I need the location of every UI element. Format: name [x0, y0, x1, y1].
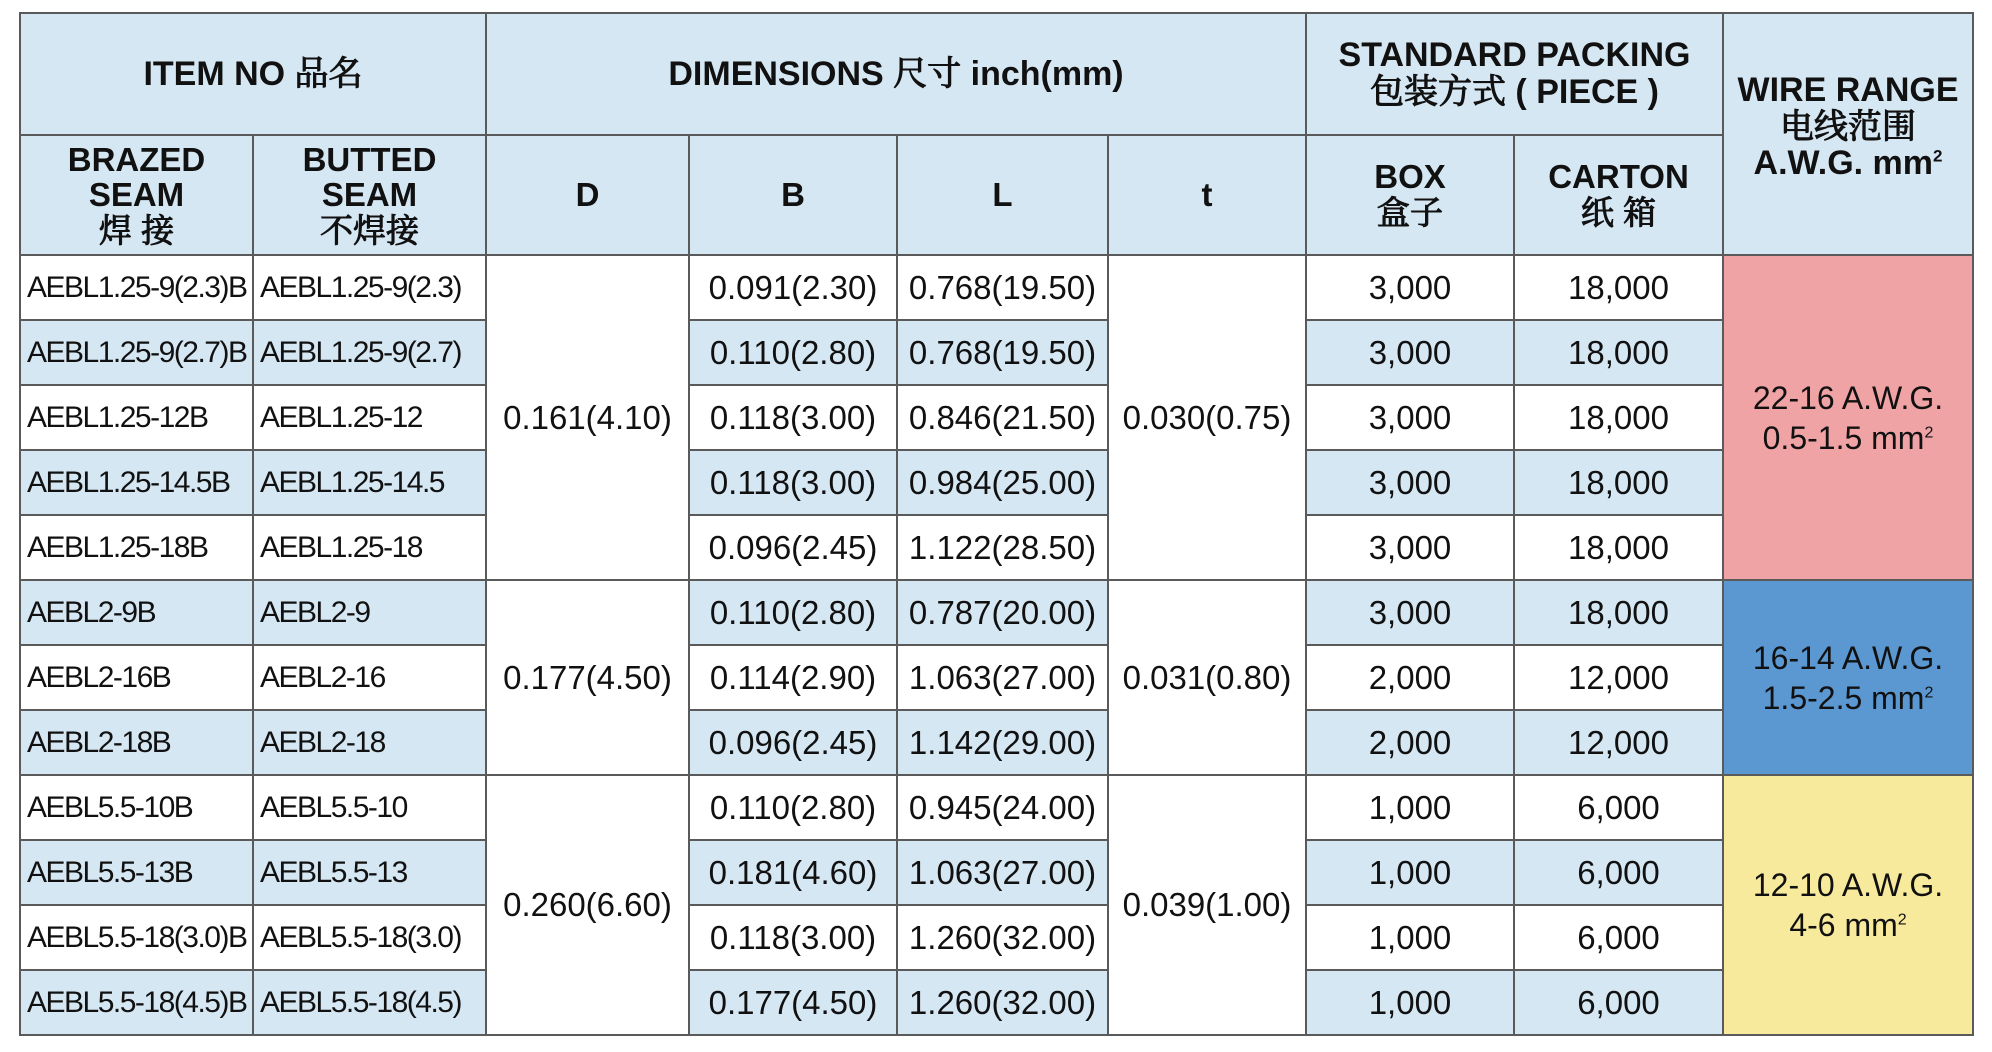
box-qty: 3,000	[1306, 255, 1514, 320]
l-value: 1.063(27.00)	[897, 645, 1108, 710]
l-value: 1.122(28.50)	[897, 515, 1108, 580]
table-row	[20, 905, 1973, 970]
brazed-item: AEBL1.25-14.5B	[20, 450, 253, 515]
butted-item: AEBL2-9	[253, 580, 486, 645]
box-qty: 1,000	[1306, 840, 1514, 905]
wire-awg: 12-10 A.W.G.	[1752, 867, 1944, 903]
wire-awg: 22-16 A.W.G.	[1752, 379, 1944, 416]
wire-sup: 2	[1924, 423, 1934, 441]
header-wire-line3	[1724, 145, 1972, 182]
l-value: 0.768(19.50)	[897, 255, 1108, 320]
header-wire-unit: A.W.G. mm	[1753, 144, 1933, 183]
header-box-line1: BOX	[1374, 158, 1446, 196]
table-row	[20, 580, 1973, 645]
header-brazed-seam	[20, 135, 253, 255]
carton-qty: 6,000	[1514, 905, 1723, 970]
wire-mm: 4-6 mm	[1789, 907, 1898, 943]
header-wire-range	[1723, 13, 1973, 255]
wire-sup: 2	[1924, 683, 1934, 701]
box-qty: 1,000	[1306, 775, 1514, 840]
table-row	[20, 450, 1973, 515]
box-qty: 3,000	[1306, 320, 1514, 385]
box-qty: 2,000	[1306, 710, 1514, 775]
butted-item: AEBL5.5-10	[253, 775, 486, 840]
header-brazed-line2: SEAM	[88, 176, 185, 214]
d-value: 0.260(6.60)	[486, 775, 689, 1035]
box-qty: 3,000	[1306, 450, 1514, 515]
b-value: 0.114(2.90)	[689, 645, 897, 710]
header-packing-line2: 包装方式 ( PIECE )	[1369, 73, 1660, 111]
butted-item: AEBL1.25-14.5	[253, 450, 486, 515]
b-value: 0.177(4.50)	[689, 970, 897, 1035]
carton-qty: 6,000	[1514, 840, 1723, 905]
butted-item: AEBL5.5-18(4.5)	[253, 970, 486, 1035]
wire-mm-line	[1724, 678, 1972, 718]
brazed-item: AEBL5.5-18(3.0)B	[20, 905, 253, 970]
box-qty: 1,000	[1306, 905, 1514, 970]
b-value: 0.118(3.00)	[689, 450, 897, 515]
brazed-item: AEBL2-16B	[20, 645, 253, 710]
carton-qty: 12,000	[1514, 645, 1723, 710]
d-value: 0.177(4.50)	[486, 580, 689, 775]
b-value: 0.118(3.00)	[689, 905, 897, 970]
header-l: L	[897, 135, 1108, 255]
wire-mm-line	[1724, 905, 1972, 945]
l-value: 0.984(25.00)	[897, 450, 1108, 515]
carton-qty: 12,000	[1514, 710, 1723, 775]
wire-mm: 1.5-2.5 mm	[1762, 679, 1925, 716]
brazed-item: AEBL1.25-12B	[20, 385, 253, 450]
table-row	[20, 385, 1973, 450]
table-row	[20, 320, 1973, 385]
box-qty: 2,000	[1306, 645, 1514, 710]
wire-mm: 0.5-1.5 mm	[1762, 419, 1925, 456]
butted-item: AEBL5.5-13	[253, 840, 486, 905]
butted-item: AEBL1.25-9(2.3)	[253, 255, 486, 320]
header-butted-line2: SEAM	[321, 176, 418, 214]
carton-qty: 18,000	[1514, 255, 1723, 320]
box-qty: 3,000	[1306, 580, 1514, 645]
butted-item: AEBL1.25-12	[253, 385, 486, 450]
b-value: 0.110(2.80)	[689, 320, 897, 385]
l-value: 1.260(32.00)	[897, 970, 1108, 1035]
l-value: 1.142(29.00)	[897, 710, 1108, 775]
butted-item: AEBL5.5-18(3.0)	[253, 905, 486, 970]
wire-range-cell	[1723, 775, 1973, 1035]
box-qty: 3,000	[1306, 385, 1514, 450]
table-row	[20, 775, 1973, 840]
b-value: 0.091(2.30)	[689, 255, 897, 320]
l-value: 0.945(24.00)	[897, 775, 1108, 840]
header-d: D	[486, 135, 689, 255]
b-value: 0.096(2.45)	[689, 710, 897, 775]
d-value: 0.161(4.10)	[486, 255, 689, 580]
brazed-item: AEBL1.25-9(2.7)B	[20, 320, 253, 385]
header-b: B	[689, 135, 897, 255]
b-value: 0.118(3.00)	[689, 385, 897, 450]
t-value: 0.031(0.80)	[1108, 580, 1306, 775]
carton-qty: 18,000	[1514, 450, 1723, 515]
brazed-item: AEBL1.25-9(2.3)B	[20, 255, 253, 320]
butted-item: AEBL2-18	[253, 710, 486, 775]
brazed-item: AEBL1.25-18B	[20, 515, 253, 580]
header-dimensions: DIMENSIONS 尺寸 inch(mm)	[486, 13, 1306, 135]
box-qty: 1,000	[1306, 970, 1514, 1035]
carton-qty: 6,000	[1514, 970, 1723, 1035]
l-value: 1.260(32.00)	[897, 905, 1108, 970]
header-butted-seam	[253, 135, 486, 255]
carton-qty: 18,000	[1514, 580, 1723, 645]
header-brazed-line1: BRAZED	[67, 140, 206, 178]
table-row	[20, 255, 1973, 320]
b-value: 0.110(2.80)	[689, 580, 897, 645]
table-row	[20, 515, 1973, 580]
wire-awg: 16-14 A.W.G.	[1752, 639, 1944, 676]
b-value: 0.096(2.45)	[689, 515, 897, 580]
header-box	[1306, 135, 1514, 255]
header-carton-line2: 纸 箱	[1580, 194, 1657, 231]
l-value: 0.846(21.50)	[897, 385, 1108, 450]
brazed-item: AEBL5.5-13B	[20, 840, 253, 905]
wire-sup: 2	[1897, 911, 1907, 929]
butted-item: AEBL2-16	[253, 645, 486, 710]
header-butted-line3: 不焊接	[320, 211, 419, 249]
t-value: 0.039(1.00)	[1108, 775, 1306, 1035]
header-item-no: ITEM NO 品名	[20, 13, 486, 135]
l-value: 0.787(20.00)	[897, 580, 1108, 645]
header-butted-line1: BUTTED	[302, 140, 437, 178]
header-wire-line2: 电线范围	[1780, 107, 1916, 146]
header-standard-packing	[1306, 13, 1723, 135]
table-row	[20, 645, 1973, 710]
carton-qty: 18,000	[1514, 515, 1723, 580]
butted-item: AEBL1.25-18	[253, 515, 486, 580]
t-value: 0.030(0.75)	[1108, 255, 1306, 580]
carton-qty: 6,000	[1514, 775, 1723, 840]
b-value: 0.181(4.60)	[689, 840, 897, 905]
header-carton-line1: CARTON	[1548, 158, 1689, 196]
l-value: 1.063(27.00)	[897, 840, 1108, 905]
header-brazed-line3: 焊 接	[98, 211, 175, 249]
brazed-item: AEBL5.5-10B	[20, 775, 253, 840]
wire-mm-line	[1724, 418, 1972, 458]
header-wire-sup: 2	[1933, 147, 1943, 167]
brazed-item: AEBL2-18B	[20, 710, 253, 775]
carton-qty: 18,000	[1514, 385, 1723, 450]
table-row	[20, 710, 1973, 775]
header-box-line2: 盒子	[1377, 194, 1443, 231]
spec-table	[19, 12, 1974, 1036]
header-t: t	[1108, 135, 1306, 255]
b-value: 0.110(2.80)	[689, 775, 897, 840]
carton-qty: 18,000	[1514, 320, 1723, 385]
l-value: 0.768(19.50)	[897, 320, 1108, 385]
header-wire-line1: WIRE RANGE	[1737, 71, 1959, 109]
brazed-item: AEBL2-9B	[20, 580, 253, 645]
brazed-item: AEBL5.5-18(4.5)B	[20, 970, 253, 1035]
wire-range-cell	[1723, 580, 1973, 775]
table-row	[20, 840, 1973, 905]
table-row	[20, 970, 1973, 1035]
wire-range-cell	[1723, 255, 1973, 580]
header-carton	[1514, 135, 1723, 255]
box-qty: 3,000	[1306, 515, 1514, 580]
header-packing-line1: STANDARD PACKING	[1338, 36, 1691, 75]
butted-item: AEBL1.25-9(2.7)	[253, 320, 486, 385]
